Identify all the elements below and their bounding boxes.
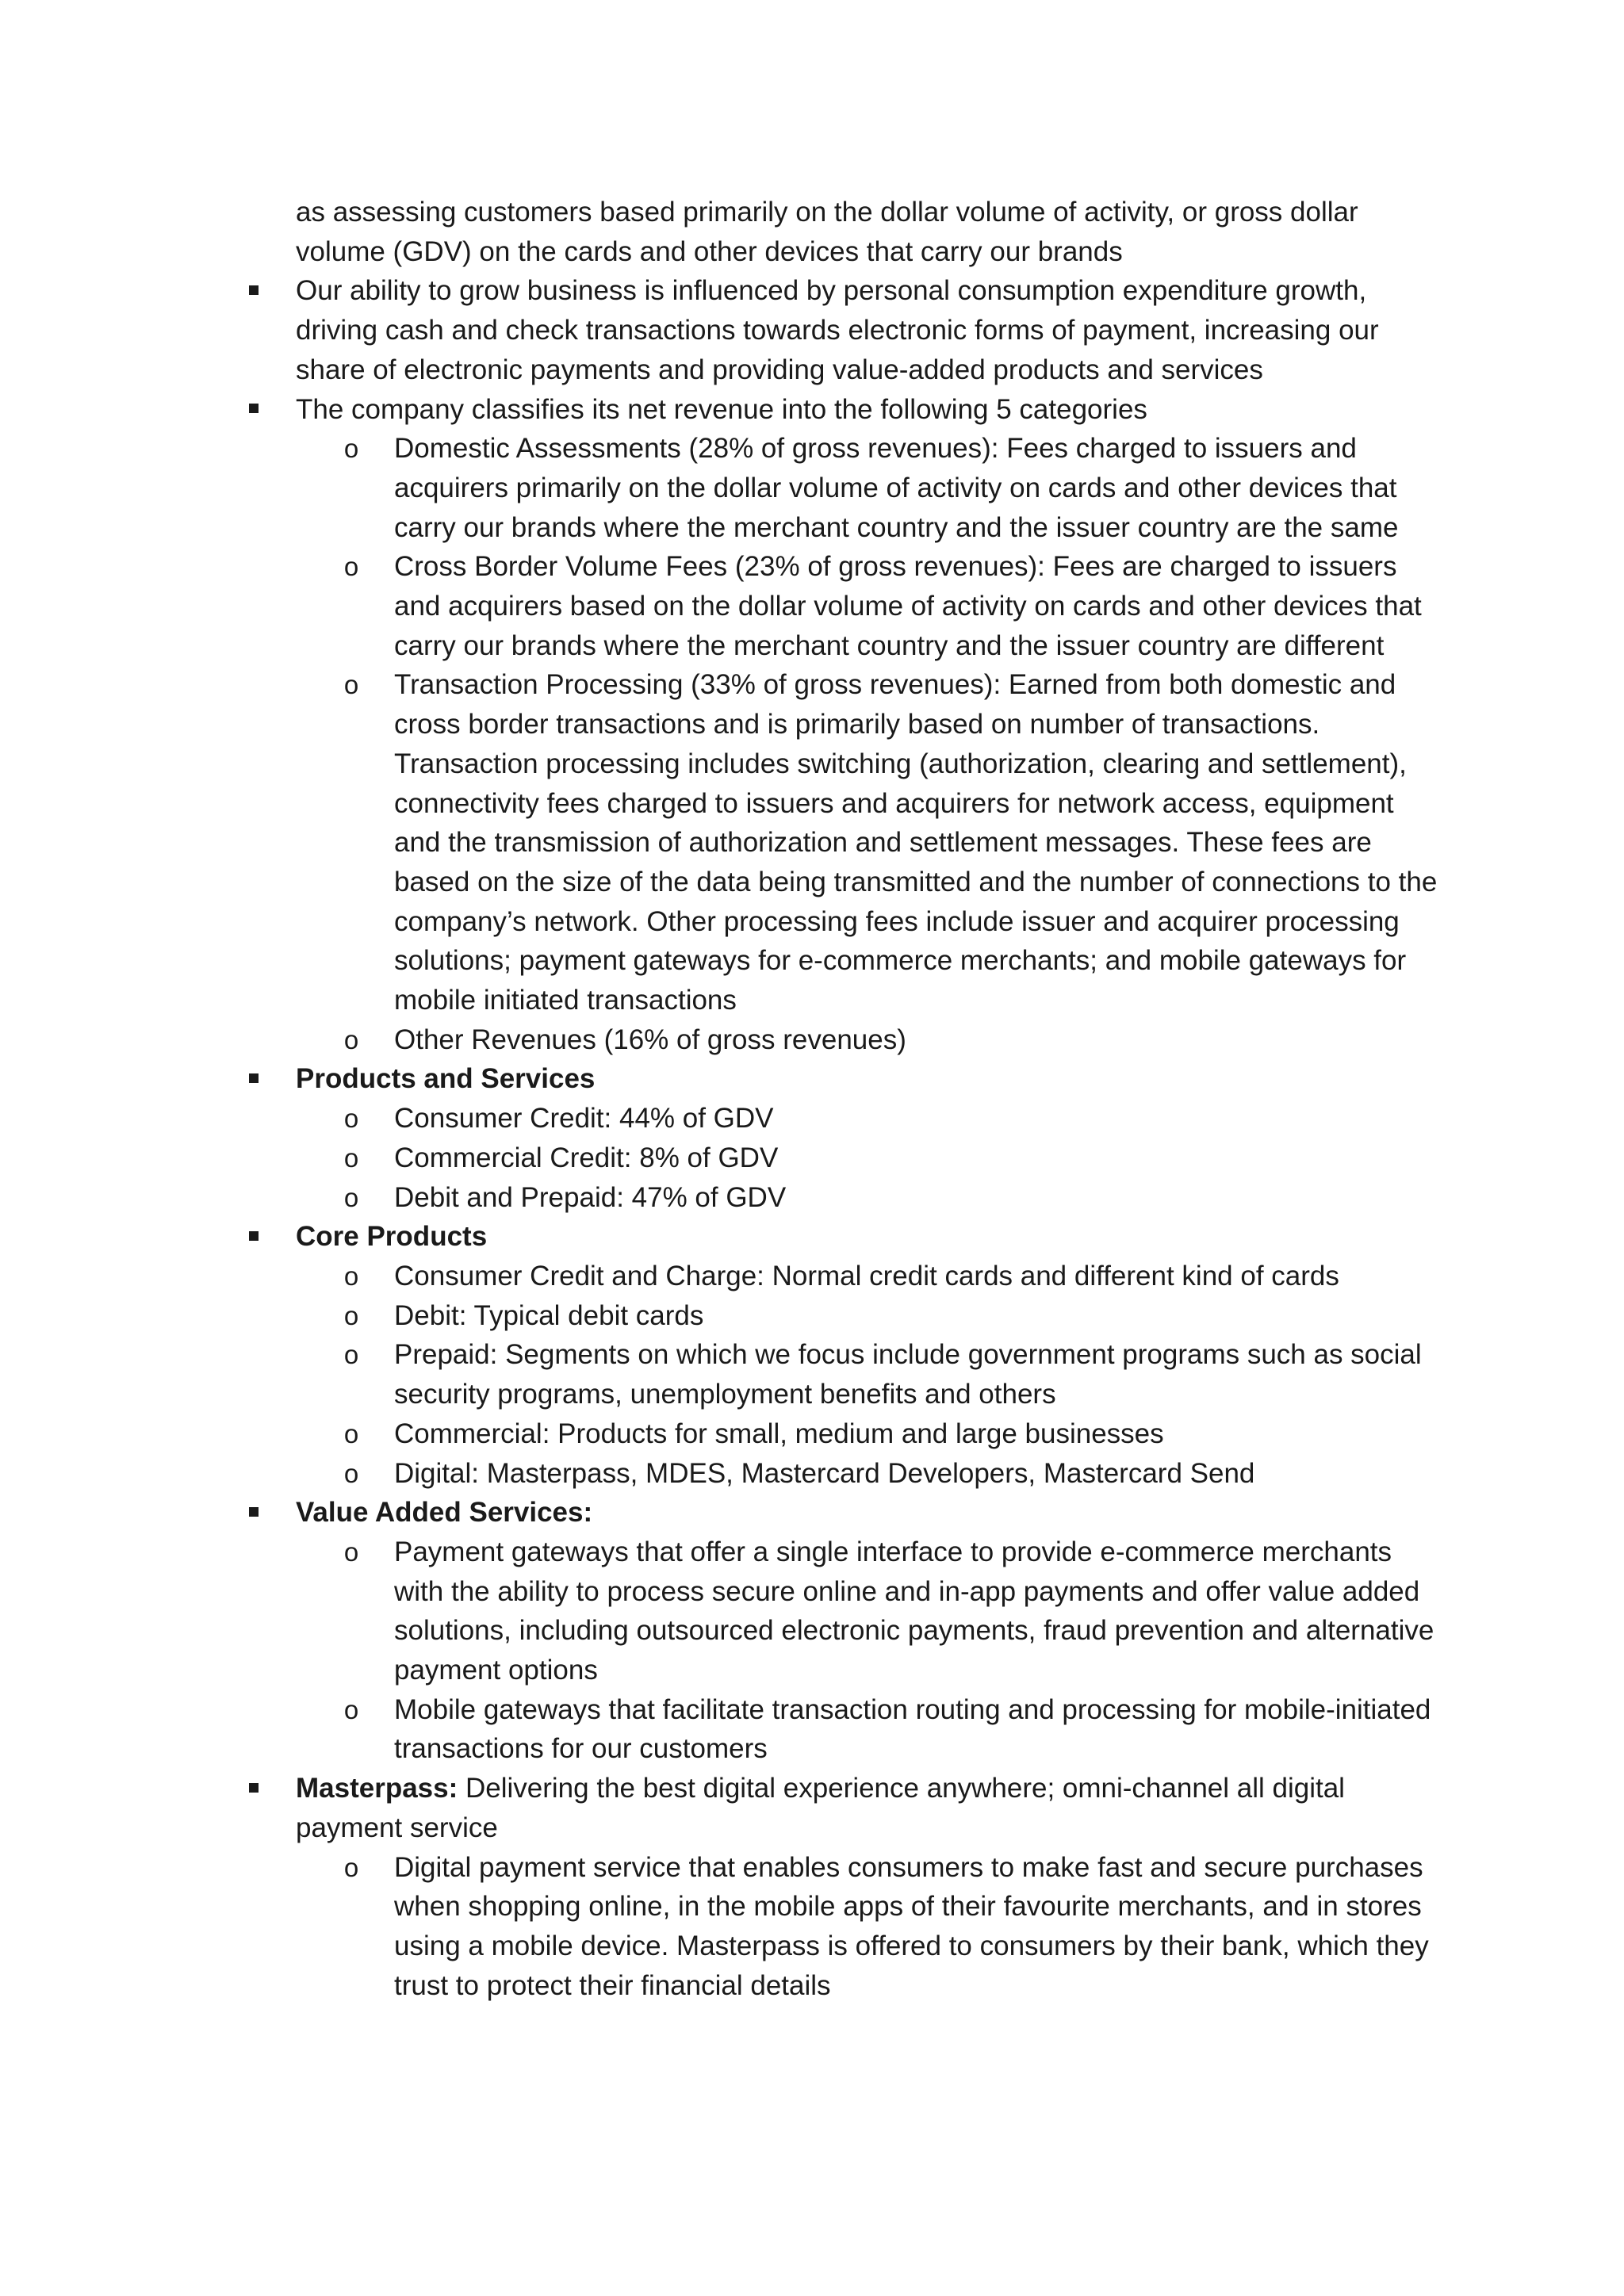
bullet-text: Our ability to grow business is influenced by personal consumption expenditure growth, driving cash and check transactions towards electronic forms of payment, increasing our share of electronic payments and providing value-added products and services [296,275,1379,385]
circle-bullet-icon: o [343,434,359,464]
sub-item-digital-payment-service [343,1848,1441,2006]
continuation-paragraph: as assessing customers based primarily on the dollar volume of activity, or gross dollar volume (GDV) on the cards and other devices that carry our brands [296,197,1358,267]
circle-bullet-icon: o [343,1182,359,1212]
sub-item-digital [343,1454,1441,1494]
circle-bullet-icon: o [343,1142,359,1173]
bullet-text: Delivering the best digital experience anywhere; omni-channel all digital payment service [296,1773,1345,1843]
circle-bullet-icon: o [343,1024,359,1054]
square-bullet-icon [246,271,262,311]
circle-bullet-icon: o [343,670,359,700]
sub-item-text: Commercial Credit: 8% of GDV [394,1142,779,1173]
circle-bullet-icon: o [343,1536,359,1567]
sub-item-transaction-processing [343,665,1441,1020]
bullet-item-core-products [296,1217,1422,1257]
square-bullet-icon [246,1059,262,1099]
section-heading: Products and Services [296,1063,596,1095]
sub-item-text: Consumer Credit and Charge: Normal credit cards and different kind of cards [394,1260,1339,1292]
circle-bullet-icon: o [343,1300,359,1330]
sub-item-text: Prepaid: Segments on which we focus include government programs such as social security programs, unemployment benefits and others [394,1339,1422,1410]
sub-item-text: Debit and Prepaid: 47% of GDV [394,1181,787,1213]
circle-bullet-icon: o [343,1694,359,1724]
circle-bullet-icon: o [343,1418,359,1448]
sub-item-commercial [343,1414,1441,1454]
bullet-text: The company classifies its net revenue into the following 5 categories [296,393,1147,425]
square-bullet-icon [246,1217,262,1257]
circle-bullet-icon: o [343,552,359,582]
sub-item-text: Commercial: Products for small, medium and large businesses [394,1418,1164,1449]
sub-item-debit-prepaid [343,1178,1441,1218]
square-bullet-icon [246,1769,262,1808]
circle-bullet-icon: o [343,1458,359,1488]
square-bullet-icon [246,390,262,430]
sub-item-consumer-credit-charge [343,1257,1441,1296]
circle-bullet-icon: o [343,1340,359,1370]
sub-item-text: Cross Border Volume Fees (23% of gross revenues): Fees are charged to issuers and acquirers based on the dollar volume of activity on cards and other devices that carry our brands where the merchant country and the issuer country are different [394,551,1422,661]
sub-item-consumer-credit [343,1099,1441,1138]
bullet-item-value-added-services [296,1493,1422,1533]
document-body [0,193,1624,2005]
sub-item-text: Digital: Masterpass, MDES, Mastercard Developers, Mastercard Send [394,1457,1255,1489]
sub-item-text: Mobile gateways that facilitate transaction routing and processing for mobile-initiated transactions for our customers [394,1693,1431,1765]
sub-item-text: Digital payment service that enables consumers to make fast and secure purchases when shopping online, in the mobile apps of their favourite merchants, and in stores using a mobile device. Masterpass is offered to consumers by their bank, which they trust to protect their financial details [394,1851,1429,2001]
sub-item-text: Debit: Typical debit cards [394,1299,704,1331]
circle-bullet-icon: o [343,1852,359,1882]
sub-item-text: Payment gateways that offer a single interface to provide e-commerce merchants with the ability to process secure online and in-app payments and offer value added solutions, including outsourced electronic payments, fraud prevention and alternative payment options [394,1536,1434,1686]
bullet-item-masterpass [296,1769,1422,1847]
sub-item-commercial-credit [343,1138,1441,1178]
bullet-item-revenue-categories [296,390,1422,430]
sub-item-prepaid [343,1335,1441,1414]
circle-bullet-icon: o [343,1261,359,1291]
section-heading: Value Added Services: [296,1497,593,1529]
section-heading: Core Products [296,1221,488,1253]
square-bullet-icon [246,1493,262,1533]
sub-item-text: Consumer Credit: 44% of GDV [394,1103,774,1135]
section-heading: Masterpass: [296,1773,458,1804]
bullet-item-growth [296,271,1422,389]
sub-item-domestic-assessments [343,429,1441,547]
sub-item-text: Other Revenues (16% of gross revenues) [394,1024,906,1055]
sub-item-debit [343,1296,1441,1336]
sub-item-text: Domestic Assessments (28% of gross revenues): Fees charged to issuers and acquirers primarily on the dollar volume of activity on cards and other devices that carry our brands where the merchant country and the issuer country are the same [394,433,1399,543]
sub-item-other-revenues [343,1020,1441,1060]
sub-item-text: Transaction Processing (33% of gross revenues): Earned from both domestic and cross border transactions and is primarily based on number of transactions. Transaction processing includes switching (authorization, clearing and settlement), connectivity fees charged to issuers and acquirers for network access, equipment and the transmission of authorization and settlement messages. These fees are based on the size of the data being transmitted and the number of connections to the company’s network. Other processing fees include issuer and acquirer processing solutions; payment gateways for e-commerce merchants; and mobile gateways for mobile initiated transactions [394,669,1438,1016]
circle-bullet-icon: o [343,1104,359,1134]
sub-item-payment-gateways [343,1533,1441,1690]
sub-item-cross-border [343,547,1441,665]
sub-item-mobile-gateways [343,1690,1441,1769]
bullet-item-products-services [296,1059,1422,1099]
